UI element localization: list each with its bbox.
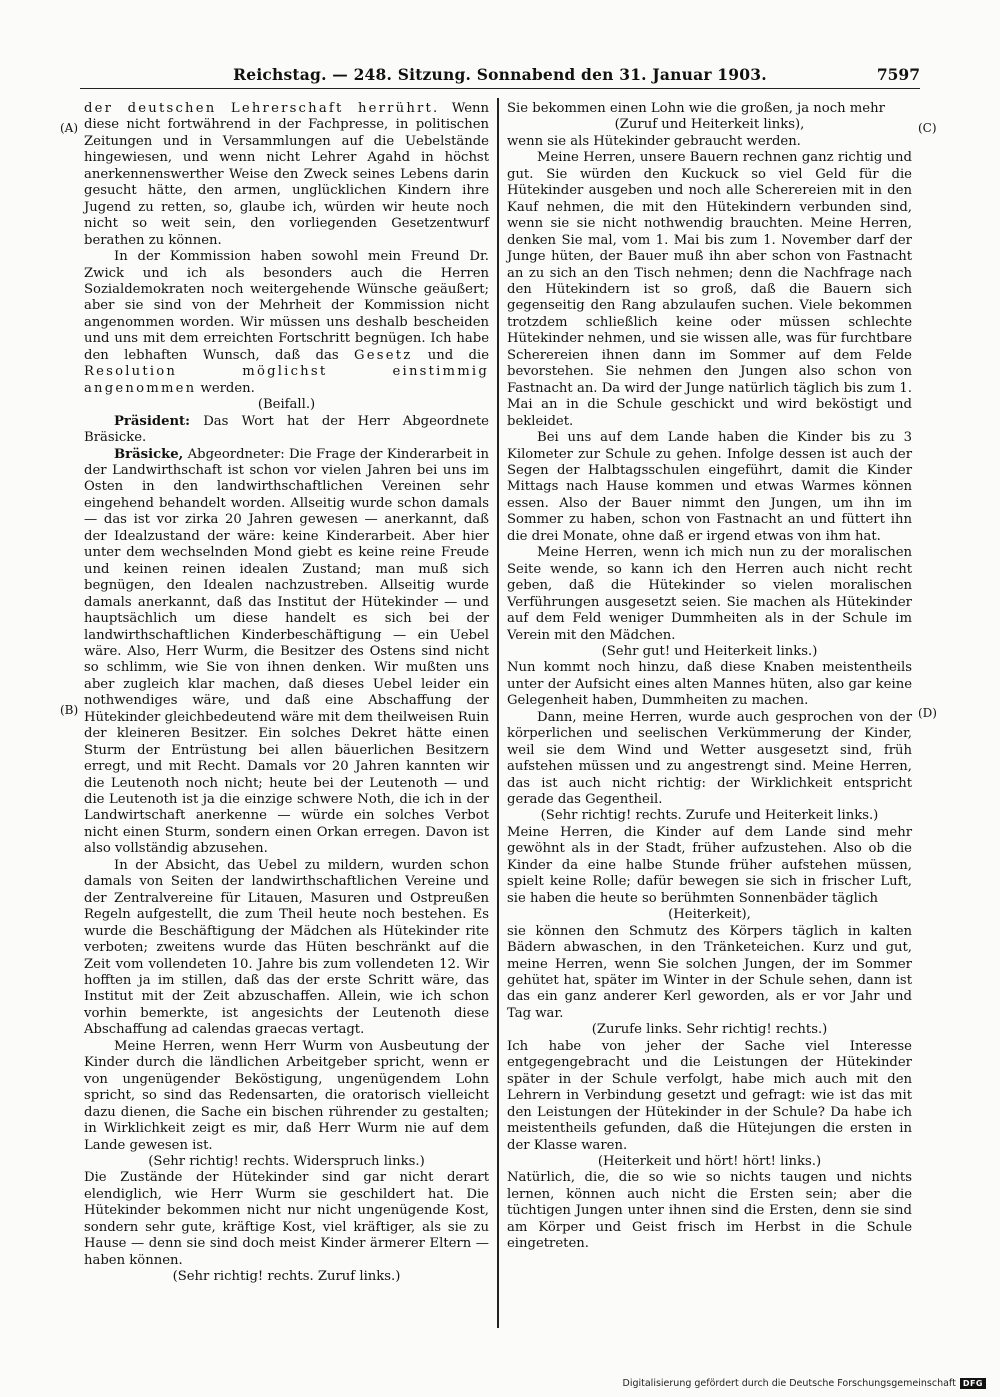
paragraph-text: Das Wort hat der Herr Abgeordnete Bräsicke. [84,413,489,446]
right-column [507,101,912,1253]
paragraph: Meine Herren, wenn ich mich nun zu der moralischen Seite wende, so kann ich den Herren auch nicht recht geben, daß die Hütekinder so vielen moralischen Verführungen ausgesetzt seien. Sie machen als Hütekinder auf dem Feld weniger Dummheiten als in der Schule im Verein mit den Mädchen. [507,545,912,643]
paragraph [84,101,489,249]
paragraph-text: Wenn diese nicht fortwährend in der Fachpresse, in politischen Zeitungen und in Versammlungen auf die Uebelstände hingewiesen, und wenn nicht Lehrer Agahd in höchst anerkennenswerther Weise den Zweck seines Lebens darin gesucht hätte, den armen, unglücklichen Kindern ihre Jugend zu retten, so, glaube ich, würden wir heute noch nicht so weit sein, den vorliegenden Gesetzentwurf berathen zu können. [84,101,489,248]
interjection: (Sehr richtig! rechts. Zurufe und Heiterkeit links.) [540,808,879,824]
credit-text: Digitalisierung gefördert durch die Deutsche Forschungsgemeinschaft [622,1378,956,1389]
paragraph-text: und die [412,347,489,363]
interjection: (Sehr gut! und Heiterkeit links.) [601,643,818,659]
paragraph: Natürlich, die, die so wie so nichts taugen und nichts lernen, können auch nicht die Ersten sein; aber die tüchtigen Jungen unter ihnen sind die Ersten, denn sie sind am Körper und Geist frisch im Herbst in die Schule eingetreten. [507,1170,912,1252]
digitization-credit [623,1378,986,1389]
interjection: (Zuruf und Heiterkeit links), [614,117,805,133]
page-number: 7597 [876,65,920,84]
speaker-name: Bräsicke, [114,446,184,462]
paragraph: sie können den Schmutz des Körpers täglich in kalten Bädern abwaschen, in den Tränketeichen. Kurz und gut, meine Herren, wenn Sie solchen Jungen, der im Sommer gehütet hat, später im Winter in der Schule sehen, dann ist das ein ganz anderer Kerl geworden, als er vor Jahr und Tag war. [507,923,912,1021]
paragraph-text: werden. [196,380,255,396]
paragraph: Ich habe von jeher der Sache viel Interesse entgegengebracht und die Leistungen der Hütekinder später in der Schule verfolgt, habe mich auch mit den Lehrern in Verbindung gesetzt und gefragt: wie ist das mit den Leistungen der Hütekinder in der Schule? Da habe ich meistentheils gefunden, daß die Hütejungen die ersten in der Klasse waren. [507,1038,912,1153]
interjection: (Zurufe links. Sehr richtig! rechts.) [591,1022,828,1038]
paragraph: wenn sie als Hütekinder gebraucht werden. [507,133,801,149]
interjection: (Beifall.) [257,397,316,413]
page-header [80,62,920,89]
paragraph-text: In der Kommission haben sowohl mein Freund Dr. Zwick und ich als besonders auch die Herren Sozialdemokraten noch weitergehende Wünsche geäußert; aber sie sind von der Mehrheit der Kommission nicht angenommen worden. Wir müssen uns deshalb bescheiden und uns mit dem erreichten Fortschritt begnügen. Ich habe den lebhaften Wunsch, daß das [84,249,489,363]
paragraph [84,447,489,858]
margin-marker-a: (A) [60,121,79,135]
paragraph: Sie bekommen einen Lohn wie die großen, ja noch mehr [507,101,885,116]
paragraph [84,249,489,397]
margin-marker-b: (B) [60,703,79,717]
margin-marker-d: (D) [918,706,937,720]
paragraph: In der Absicht, das Uebel zu mildern, wurden schon damals von Seiten der landwirthschaftlichen Vereine und der Zentralvereine für Litauen, Masuren und Ostpreußen Regeln aufgestellt, die zum Theil heute noch bestehen. Es wurde die Beschäftigung der Mädchen als Hütekinder rite verboten; zweitens wurde das Hüten beschränkt auf die Zeit vom vollendeten 10. Jahre bis zum vollendeten 12. Wir hofften ja im stillen, daß das der erste Schritt wäre, das Institut mit der Zeit abzuschaffen. Allein, wie ich schon vorhin bemerkte, ist angesichts der Leutenoth diese Abschaffung ad calendas graecas vertagt. [84,857,489,1038]
dfg-logo: DFG [960,1378,986,1389]
interjection: (Heiterkeit), [668,907,751,923]
paragraph: Meine Herren, die Kinder auf dem Lande sind mehr gewöhnt als in der Stadt, früher aufzustehen. Also ob die Kinder da eine halbe Stunde früher aufstehen müssen, spielt keine Rolle; dafür bewegen sie sich in frischer Luft, sie haben die heute so berühmten Sonnenbäder täglich [507,824,912,906]
margin-marker-c: (C) [918,121,937,135]
speaker-name: Präsident: [114,413,191,429]
spaced-text: der deutschen Lehrerschaft herrührt. [84,101,440,116]
spaced-text: Resolution möglichst einstimmig angenommen [84,364,489,396]
paragraph: Dann, meine Herren, wurde auch gesprochen von der körperlichen und seelischen Verkümmerung der Kinder, weil sie dem Wind und Wetter ausgesetzt sind, früh aufstehen müssen und zu angestrengt sind. Meine Herren, das ist auch nicht richtig: der Wirklichkeit entspricht gerade das Gegentheil. [507,709,912,808]
interjection: (Heiterkeit und hört! hört! links.) [597,1154,822,1169]
interjection: (Sehr richtig! rechts. Zuruf links.) [172,1269,401,1285]
spaced-text: Gesetz [353,347,413,363]
paragraph: Nun kommt noch hinzu, daß diese Knaben meistentheils unter der Aufsicht eines alten Mannes hüten, also gar keine Gelegenheit haben, Dummheiten zu machen. [507,660,912,709]
paragraph: Meine Herren, wenn Herr Wurm von Ausbeutung der Kinder durch die ländlichen Arbeitgeber spricht, wenn er von ungenügender Beköstigung, ungenügendem Lohn spricht, so sind das Redensarten, die oratorisch vielleicht dazu dienen, die Sache ein bischen rührender zu gestalten; in Wirklichkeit zeigt es mir, daß Herr Wurm nie auf dem Lande gewesen ist. [84,1038,489,1153]
column-divider [497,98,499,1328]
interjection: (Sehr richtig! rechts. Widerspruch links.) [148,1154,425,1169]
paragraph-text: Abgeordneter: Die Frage der Kinderarbeit in der Landwirthschaft ist schon vor vielen Jahren bei uns im Osten in den landwirthschaftlichen Vereinen sehr eingehend behandelt worden. Allseitig wurde schon damals — das ist vor zirka 20 Jahren gewesen — anerkannt, daß der Idealzustand der wäre: keine Kinderarbeit. Aber hier unter dem wechselnden Mond giebt es keine reine Freude und keinen reinen idealen Zustand; man muß sich begnügen, den Idealen nachzustreben. Allseitig wurde damals anerkannt, daß das Institut der Hütekinder — und hauptsächlich um diese handelt es sich bei der landwirthschaftlichen Kinderbeschäftigung — ein Uebel wäre. Also, Herr Wurm, die Besitzer des Ostens sind nicht so schlimm, wie Sie von ihnen denken. Wir mußten uns aber zugleich klar machen, daß dieses Uebel leider ein nothwendiges wäre, und daß eine Abschaffung der Hütekinder gleichbedeutend wäre mit dem theilweisen Ruin der kleineren Besitzer. Ein solches Dekret hätte einen Sturm der Entrüstung bei allen bäuerlichen Besitzern erregt, und mit Recht. Damals vor 20 Jahren kannten wir die Leutenoth noch nicht; heute bei der Leutenoth — und die Leutenoth ist ja die einzige schwere Noth, die ich in der Landwirtschaft anerkenne — würde ein solches Verbot nicht einen Sturm, sondern einen Orkan erregen. Davon ist also vollständig abzusehen. [84,446,489,857]
paragraph: Die Zustände der Hütekinder sind gar nicht derart elendiglich, wie Herr Wurm sie geschildert hat. Die Hütekinder bekommen nicht nur nicht ungenügende Kost, sondern sehr gute, kräftige Kost, viel kräftiger, als sie zu Hause — denn sie sind doch meist Kinder ärmerer Eltern — haben können. [84,1170,489,1268]
paragraph: Bei uns auf dem Lande haben die Kinder bis zu 3 Kilometer zur Schule zu gehen. Infolge dessen ist auch der Segen der Halbtagsschulen eingeführt, damit die Kinder Mittags nach Hause kommen und etwas Warmes können essen. Also der Bauer nimmt den Jungen, um ihn im Sommer zu haben, schon von Fastnacht an und füttert ihn die drei Monate, ohne daß er irgend etwas von ihm hat. [507,430,912,544]
paragraph [84,414,489,447]
paragraph: Meine Herren, unsere Bauern rechnen ganz richtig und gut. Sie würden den Kuckuck so viel Geld für die Hütekinder ausgeben und noch alle Scherereien mit in den Kauf nehmen, die mit den Hütekindern verbunden sind, wenn sie sie nicht nothwendig brauchten. Meine Herren, denken Sie mal, vom 1. Mai bis zum 1. November darf der Junge hüten, der Bauer muß ihn aber schon von Fastnacht an zu sich an den Tisch nehmen; denn die Nachfrage nach den Hütekindern ist so groß, daß die Bauern sich gegenseitig den Rang abzulaufen suchen. Viele bekommen trotzdem schließlich keine oder müssen schlechte Hütekinder nehmen, und sie wissen alle, was für furchtbare Scherereien ihnen dann im Sommer auf dem Felde bevorstehen. Sie nehmen den Jungen also schon von Fastnacht an. Da wird der Junge natürlich täglich bis zum 1. Mai an in die Schule geschickt und wird beköstigt und bekleidet. [507,150,912,429]
page-title: Reichstag. — 248. Sitzung. Sonnabend den 31. Januar 1903. [233,65,767,84]
left-column [84,101,489,1286]
